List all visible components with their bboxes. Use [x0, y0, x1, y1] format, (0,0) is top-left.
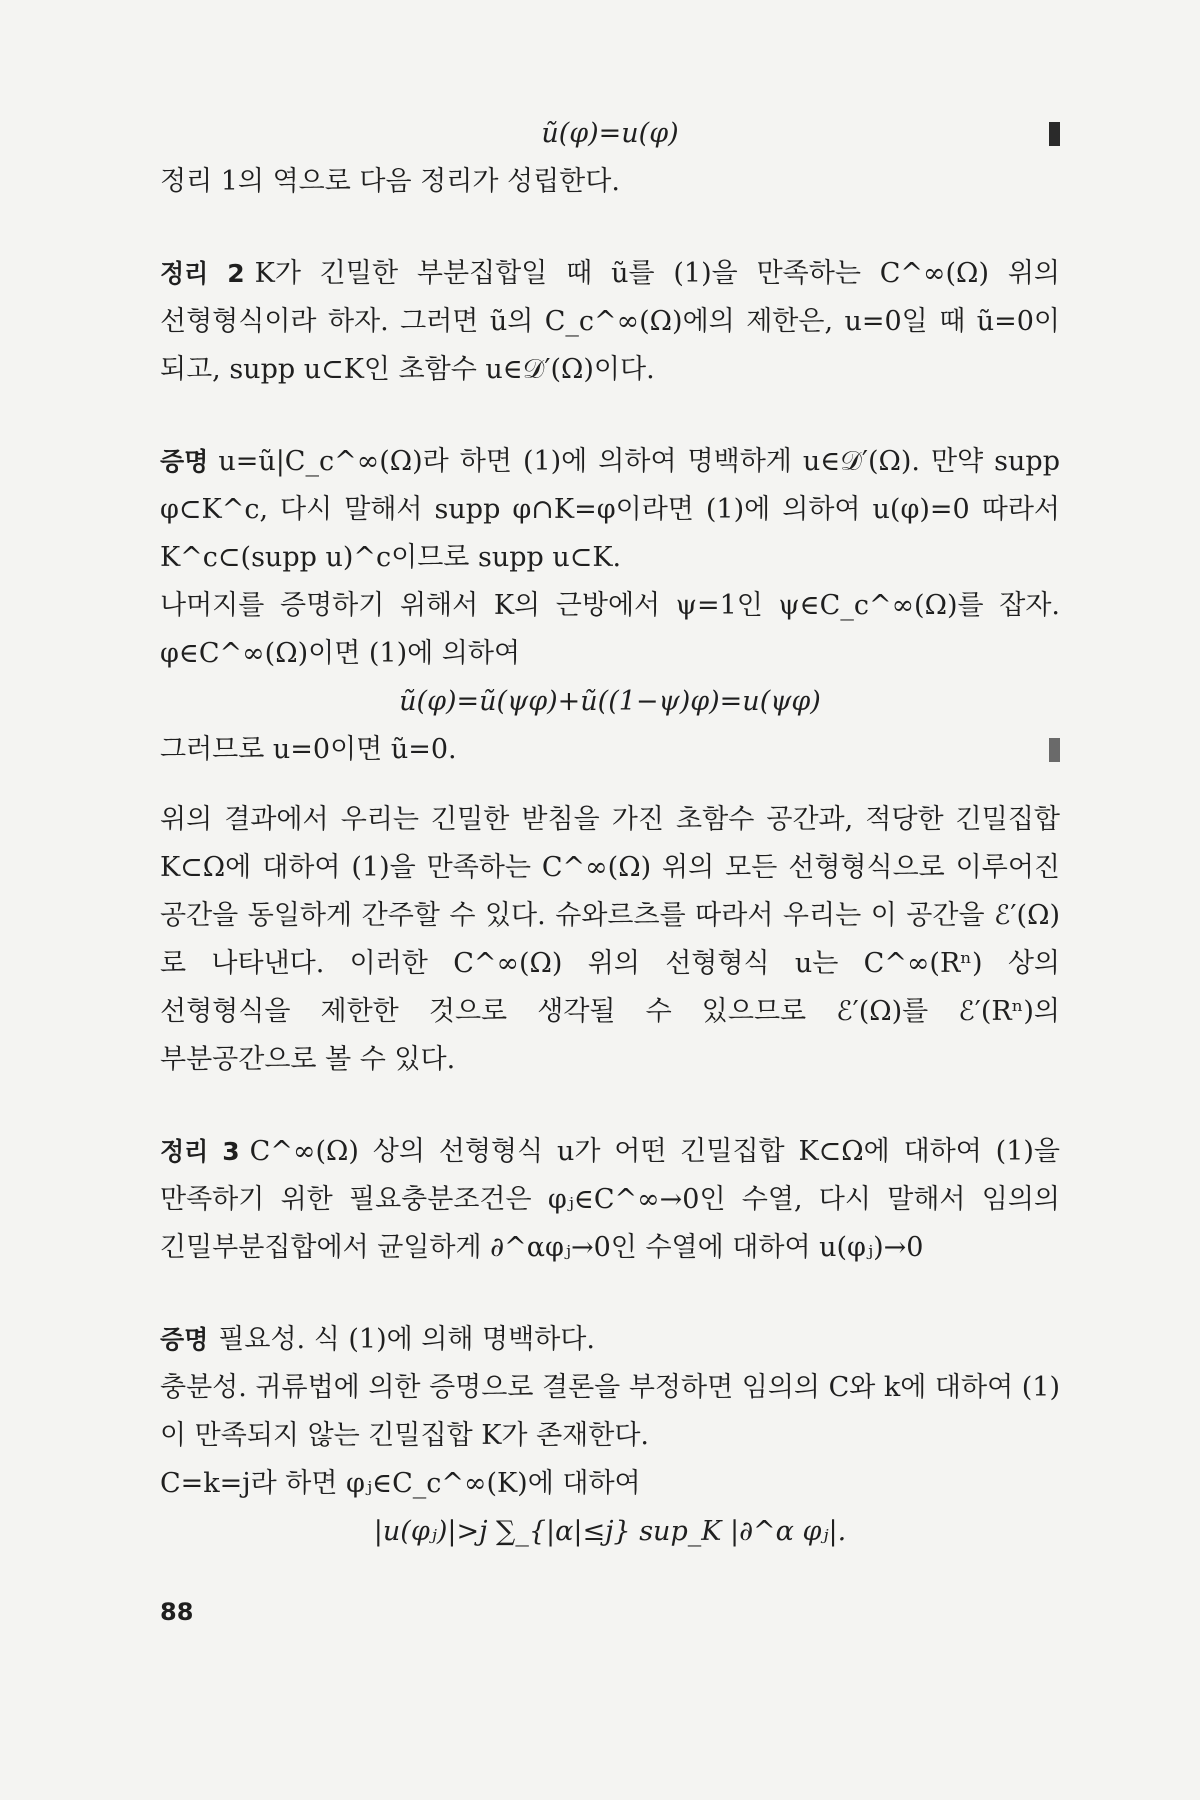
- page-number: 88: [160, 1598, 194, 1626]
- theorem-3-body: C^∞(Ω) 상의 선형형식 u가 어떤 긴밀집합 K⊂Ω에 대하여 (1)을 만족하기 위한 필요충분조건은 φⱼ∈C^∞→0인 수열, 다시 말해서 임의의 긴밀부분집합에서 균일하게 ∂^αφⱼ→0인 수열에 대하여 u(φⱼ)→0: [160, 1136, 1060, 1263]
- proof-3-continued: C=k=j라 하면 φⱼ∈C_c^∞(K)에 대하여: [160, 1468, 641, 1499]
- theorem-3-label: 정리 3: [160, 1137, 240, 1166]
- qed-mark: [1049, 738, 1060, 762]
- proof-1: [160, 438, 1060, 582]
- proof-1-end-block: [160, 726, 1060, 774]
- proof-3-sufficiency: 충분성. 귀류법에 의한 증명으로 결론을 부정하면 임의의 C와 k에 대하여 (1)이 만족되지 않는 긴밀집합 K가 존재한다.: [160, 1372, 1060, 1451]
- proof-1-end: 그러므로 u=0이면 ũ=0.: [160, 734, 457, 765]
- theorem-2-label: 정리 2: [160, 259, 245, 288]
- paragraph-e-prime: 위의 결과에서 우리는 긴밀한 받침을 가진 초함수 공간과, 적당한 긴밀집합 K⊂Ω에 대하여 (1)을 만족하는 C^∞(Ω) 위의 모든 선형형식으로 이루어진 공간을 동일하게 간주할 수 있다. 슈와르츠를 따라서 우리는 이 공간을 ℰ′(Ω)로 나타낸다. 이러한 C^∞(Ω) 위의 선형형식 u는 C^∞(Rⁿ) 상의 선형형식을 제한한 것으로 생각될 수 있으므로 ℰ′(Ω)를 ℰ′(Rⁿ)의 부분공간으로 볼 수 있다.: [160, 804, 1060, 1075]
- proof-1-body: u=ũ|C_c^∞(Ω)라 하면 (1)에 의하여 명백하게 u∈𝒟′(Ω). 만약 supp φ⊂K^c, 다시 말해서 supp φ∩K=φ이라면 (1)에 의하여 u(φ)=0 따라서 K^c⊂(supp u)^c이므로 supp u⊂K.: [160, 446, 1060, 573]
- equation-3: |u(φⱼ)|>j ∑_{|α|≤j} sup_K |∂^α φⱼ|.: [373, 1516, 847, 1547]
- equation-2: ũ(φ)=ũ(ψφ)+ũ((1−ψ)φ)=u(ψφ): [399, 686, 821, 717]
- theorem-2-body: K가 긴밀한 부분집합일 때 ũ를 (1)을 만족하는 C^∞(Ω) 위의 선형형식이라 하자. 그러면 ũ의 C_c^∞(Ω)에의 제한은, u=0일 때 ũ=0이 되고, supp u⊂K인 초함수 u∈𝒟′(Ω)이다.: [160, 258, 1060, 385]
- theorem-2: [160, 250, 1060, 394]
- proof-3-label: 증명: [160, 1325, 209, 1354]
- equation-1: ũ(φ)=u(φ): [541, 118, 679, 149]
- equation-block-1: [160, 110, 1060, 158]
- proof-1-continued: 나머지를 증명하기 위해서 K의 근방에서 ψ=1인 ψ∈C_c^∞(Ω)를 잡자. φ∈C^∞(Ω)이면 (1)에 의하여: [160, 590, 1060, 669]
- paragraph-intro: 정리 1의 역으로 다음 정리가 성립한다.: [160, 166, 620, 197]
- proof-1-label: 증명: [160, 447, 209, 476]
- qed-mark: [1049, 122, 1060, 146]
- proof-3-body: 필요성. 식 (1)에 의해 명백하다.: [218, 1324, 595, 1355]
- theorem-3: [160, 1128, 1060, 1272]
- proof-3: [160, 1316, 1060, 1364]
